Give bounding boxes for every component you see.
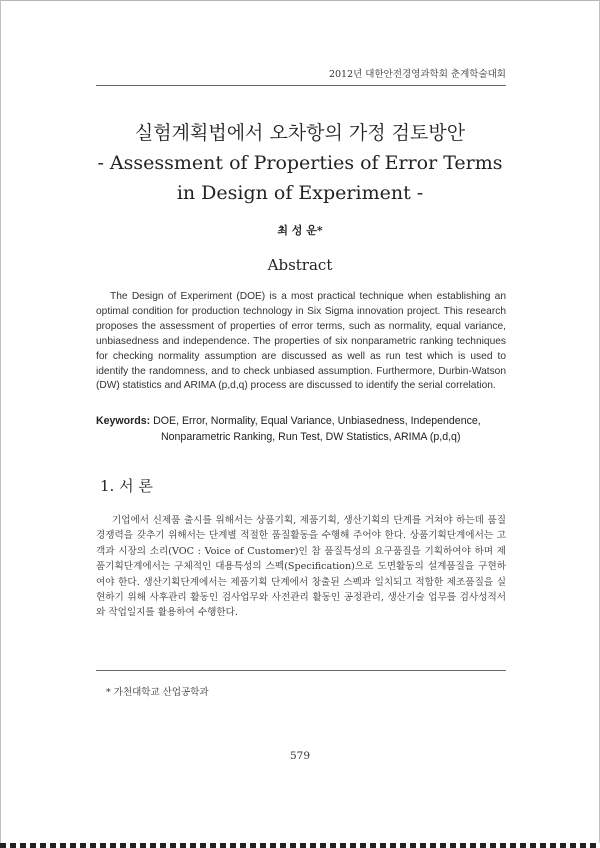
- page-frame-top: [0, 0, 600, 7]
- page-frame-bottom: [0, 843, 600, 848]
- page-number: 579: [289, 750, 311, 762]
- running-head: 2012년 대한안전경영과학회 춘계학술대회: [328, 69, 506, 80]
- abstract-body: The Design of Experiment (DOE) is a most practical technique when establishing an optimal condition for production technology in Six Sigma innovation project. This research proposes the assessment of properties of error terms, such as normality, equal variance, unbiasedness and independence. The properties of six nonparametric ranking techniques for checking normality assumption are discussed as well as run test which is used to identify the randomness, and to check unbiased assumption. Furthermore, Durbin-Watson (DW) statistics and ARIMA (p,d,q) process are discussed to identify the serial correlation.: [96, 291, 506, 392]
- title-korean: 실험계획법에서 오차항의 가정 검토방안: [134, 122, 466, 144]
- keywords-line1: [96, 413, 516, 429]
- keywords-label: Keywords:: [96, 415, 151, 427]
- footnote-rule: [96, 670, 506, 671]
- author: 최 성 운*: [277, 224, 323, 237]
- keywords-text1: DOE, Error, Normality, Equal Variance, Unbiasedness, Independence,: [153, 415, 481, 427]
- header-rule: [96, 85, 506, 86]
- abstract-heading: Abstract: [267, 256, 333, 274]
- keywords: [96, 413, 516, 445]
- footnote: * 가천대학교 산업공학과: [106, 687, 209, 698]
- section-body: 기업에서 신제품 출시를 위해서는 상품기획, 제품기획, 생산기획의 단계를 거쳐야 하는데 품질경쟁력을 갖추기 위해서는 단계별 적절한 품질활동을 수행해 주어야 한다. 상품기획단계에서는 고객과 시장의 소리(VOC : Voice of Customer)인 참 품질특성의 요구품질을 기획하여야 하며 제품기획단계에서는 구체적인 대용특성의 스펙(Specification)으로 도면활동의 설계품질을 구현하여야 한다. 생산기획단계에서는 제품기획 단계에서 창출된 스펙과 일치되고 적합한 제조품질을 실현하기 위해 사후관리 활동인 검사업무와 사전관리 활동인 공정관리, 생산기술 업무를 검사성적서와 작업일지를 활용하여 수행한다.: [96, 515, 506, 619]
- section-heading: 1. 서 론: [100, 477, 153, 495]
- page-frame-left: [0, 0, 1, 848]
- title-english-line1: - Assessment of Properties of Error Terms: [97, 152, 503, 174]
- title-english-line2: in Design of Experiment -: [176, 182, 424, 204]
- keywords-line2: Nonparametric Ranking, Run Test, DW Statistics, ARIMA (p,d,q): [161, 431, 461, 443]
